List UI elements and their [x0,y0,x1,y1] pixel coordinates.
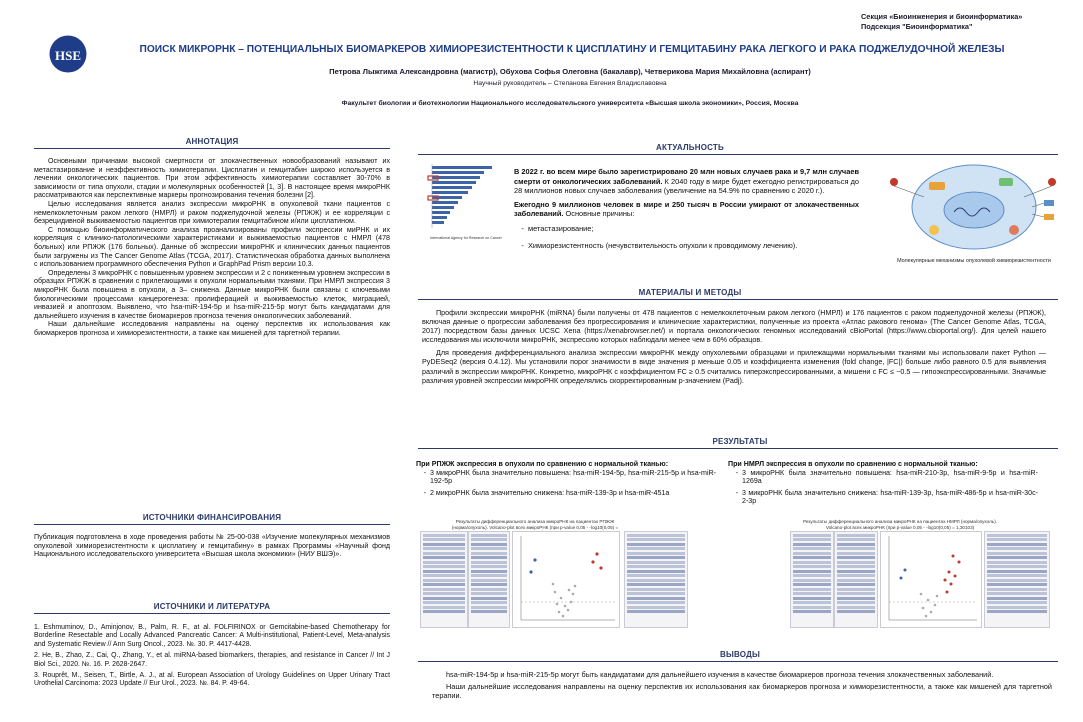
abstract-p3: С помощью биоинформатического анализа проанализированы профили экспрессии миРНК и их корреляция с клинико-патологическими характеристиками и выживаемостью пациентов с НМРЛ (478 больных) или РПЖЖ (176 больных). Данные об экспрессии микроРНК и клинических данных пациентов были загружены из The Cancer Genome Atlas (TCGA, 2017). Статистическая обработка данных выполнена с использованием программного обеспечения Python и GraphPad Prism версии 10.3. [34,225,390,269]
results-left-table-1 [420,531,468,628]
reference-2: 2. He, B., Zhao, Z., Cai, Q., Zhang, Y., et al. miRNA-based biomarkers, therapies, and resistance in Cancer // Int J Biol Sci., 2020. №. 16. P. 2628-2647. [34,652,390,668]
supervisor: Научный руководитель – Степанова Евгения Владиславовна [473,80,667,87]
results-left-intro: При РПЖЖ экспрессия в опухоли по сравнению с нормальной тканью: [416,460,669,468]
methods-body [422,308,1046,385]
chart-caption: International Agency for Research on Cancer [430,236,502,240]
abstract-body [34,157,390,337]
relevance-p2-bold: Ежегодно 9 миллионов человек в мире и 250 тысяч в России умирают от злокачественных заболеваний. [514,199,859,219]
section-label [861,12,1071,32]
funding-heading: ИСТОЧНИКИ ФИНАНСИРОВАНИЯ [142,513,282,522]
results-right-text [728,460,1038,509]
chemoresistance-mechanism-diagram [874,152,1074,270]
results-left-bullet-2: - 2 микроРНК была значительно снижена: hsa-miR-139-3p и hsa-miR-451a [430,489,716,498]
diagram-caption: Молекулярные механизмы опухолевой химиорезистентности [897,258,1051,264]
relevance-p1 [514,167,859,196]
abstract-p2: Целью исследования является анализ экспрессии микроРНК в опухолевой ткани пациентов с немелкоклеточным раком легкого (НМРЛ) и раком поджелудочной железы (РПЖЖ) и ее корреляции с безрецидивной выживаемостью пациентов при химиотерапии гемцитабином и/или цисплатином. [34,199,390,226]
results-right-intro: При НМРЛ экспрессия в опухоли по сравнению с нормальной тканью: [728,460,978,468]
affiliation: Факультет биологии и биотехнологии Национального исследовательского университета «Высшая школа экономики», Россия, Москва [341,100,799,107]
section-line-1: Секция «Биоинженерия и биоинформатика» [861,12,1023,21]
conclusions-p2: Наши дальнейшие исследования направлены на оценку перспектив их использования как биомаркеров прогноза и химиорезистентности, а также как мишеней для таргетной терапии. [432,682,1052,700]
results-left-bullets [416,469,716,498]
relevance-bullet-1: - метастазирование; [528,224,859,234]
logo-letters: HSE [54,48,82,63]
results-right-caption: Результаты дифференциального анализа микроРНК на пациентах НМРЛ (норма/опухоль). Volcano-plot всех микроРНК (при p-value 0,05 - -log10(0,05) = 1,30103) [802,519,997,530]
conclusions-heading: ВЫВОДЫ [719,650,761,659]
relevance-p1-bold: В 2022 г. во всем мире было зарегистрировано 20 млн новых случаев рака и 9,7 млн случаев смерти от онкологических заболеваний. [514,167,859,186]
relevance-bullets [514,224,859,250]
poster-title: ПОИСК МИКРОРНК – ПОТЕНЦИАЛЬНЫХ БИОМАРКЕРОВ ХИМИОРЕЗИСТЕНТНОСТИ К ЦИСПЛАТИНУ И ГЕМЦИТАБИНУ РАКА ЛЕГКОГО И РАКА ПОДЖЕЛУДОЧНОЙ ЖЕЛЕЗЫ [139,44,1005,55]
funding-body [34,533,390,559]
relevance-heading: АКТУАЛЬНОСТЬ [656,143,724,152]
results-right-bullets [728,469,1038,506]
references-heading: ИСТОЧНИКИ И ЛИТЕРАТУРА [153,602,271,611]
results-heading: РЕЗУЛЬТАТЫ [712,437,768,446]
results-left-table-2 [468,531,510,628]
relevance-p2-rest: Основные причины: [563,209,635,219]
abstract-heading: АННОТАЦИЯ [185,137,239,146]
cancer-incidence-bar-chart [426,160,506,242]
results-rule [418,448,1058,449]
funding-text: Публикация подготовлена в ходе проведения работы № 25-00-038 «Изучение молекулярных механизмов опухолевой химиорезистентности к цисплатину и гемцитабину» в рамках Программы «Научный фонд Национального исследовательского университета «Высшая школа экономики» (НИУ ВШЭ)». [34,533,390,559]
results-right-bullet-1: - 3 микроРНК была значительно повышена: hsa-miR-210-3p, hsa-miR-9-5p и hsa-miR-1269a [742,469,1038,486]
relevance-body [514,167,859,253]
authors: Петрова Лыжгима Александровна (магистр), Обухова Софья Олеговна (бакалавр), Четверикова Мария Михайловна (аспирант) [329,67,811,76]
results-right-table-3 [984,531,1050,628]
relevance-p1-rest: К 2040 году в мире будет ежегодно регистрироваться до 28 миллионов новых случаев заболевания (увеличение на 54.9% по сравнению с 2020 г.). [514,176,859,196]
methods-rule [418,299,1058,300]
abstract-p4: Определены 3 микроРНК с повышенным уровнем экспрессии и 2 с пониженным уровнем экспрессии в образцах РПЖЖ в сравнении с прилегающими к опухоли нормальными тканями. При НМРЛ экспрессия 3 микроРНК была повышена в опухоли, а 3– снижена. Данные микроРНК были связаны с ключевыми биологическими процессами канцерогенеза: пролиферацией и выживаемостью клеток, миграцией, инвазией и апоптозом. Выявлено, что hsa-miR-194-5p и hsa-miR-215-5p могут быть кандидатами для дальнейшего изучения в качестве биомаркеров прогноза течения онкологических заболеваний. [34,268,390,320]
conclusions-rule [418,661,1058,662]
results-left-bullet-1: - 3 микроРНК была значительно повышена: hsa-miR-194-5p, hsa-miR-215-5p и hsa-miR-192-5p [430,469,716,486]
references-list [34,624,390,689]
results-right-table-2 [834,531,878,628]
results-left-table-3 [624,531,688,628]
methods-heading: МАТЕРИАЛЫ И МЕТОДЫ [638,288,742,297]
reference-1: 1. Eshmuminov, D., Aminjonov, B., Palm, R. F., at al. FOLFIRINOX or Gemcitabine-based Chemotherapy for Borderline Resectable and Locally Advanced Pancreatic Cancer: A Multi-institutional, Patient-Level, Meta-analysis and Systematic Review // Ann Surg Oncol., 2023. №. 30. P. 4417-4428. [34,624,390,648]
section-line-2: Подсекция "Биоинформатика" [861,22,973,31]
funding-rule [34,524,390,525]
conclusions-p1: hsa-miR-194-5p и hsa-miR-215-5p могут быть кандидатами для дальнейшего изучения в качестве биомаркеров прогноза течения злокачественных заболеваний. [446,670,994,679]
results-right-bullet-2: - 3 микроРНК была значительно снижена: hsa-miR-139-3p, hsa-miR-486-5p и hsa-miR-30c-2-3p [742,489,1038,506]
relevance-bullet-2: - Химиорезистентность (нечувствительность опухоли к проводимому лечению). [528,241,859,251]
results-left-text [416,460,716,500]
abstract-p5: Наши дальнейшие исследования направлены на оценку перспектив их использования как биомаркеров прогноза и химиорезистентности, а также как мишеней для таргетной терапии. [34,320,390,337]
results-right-table-1 [790,531,834,628]
nsclc-volcano-plot [880,531,982,628]
abstract-p1: Основными причинами высокой смертности от злокачественных новообразований называют их метастазирование и неэффективность химиотерапии. Цисплатин и гемцитабин широко используется в лечении онкологических пациентов. При этом эффективность химиотерапии составляет 30-70% в зависимости от типа опухоли, стадии и молекулярных особенностей [1, 3]. В настоящее время микроРНК рассматриваются как перспективные маркеры прогнозирования течения болезни [2]. [34,157,390,200]
results-left-caption: Результаты дифференциального анализа микроРНК на пациентах РПЖЖ (норма/опухоль). Volcano-plot всех микроРНК (при p-value 0,05 - -log10(0,05) = 1,30103) [451,519,619,535]
abstract-rule [34,148,390,149]
references-rule [34,613,390,614]
relevance-p2 [514,200,859,219]
pdac-volcano-plot [512,531,620,628]
hse-logo [48,34,88,74]
conclusions-body [432,670,1052,700]
reference-3: 3. Rouprêt, M., Seisen, T., Birtle, A. J., at al. European Association of Urology Guidelines on Upper Urinary Tract Urothelial Carcinoma: 2023 Update // Eur Urol., 2023. №. 84. P. 49-64. [34,672,390,688]
methods-p2: Для проведения дифференциального анализа экспрессии микроРНК между опухолевыми образцами и прилежащими нормальными тканями мы использовали пакет Python — PyDESeq2 (версия 0.4.12). Мы установили порог значимости в виде значения p меньше 0.05 и коэффициента изменения (fold change, |FC|) больше либо равного 0.5 для выявления различий в экспрессии микроРНК. Конкретно, микроРНК с коэффициентом FC ≥ 0.5 считались гиперэкспрессированными, а мишени с FC ≤ −0.5 — гипоэкспрессированными. Значимые различия уровней экспрессии микроРНК определялись скорректированным p-значением (Padj). [422,348,1046,385]
methods-p1: Профили экспрессии микроРНК (miRNA) были получены от 478 пациентов с немелкоклеточным раком легкого (НМРЛ) и 176 пациентов с раком поджелудочной железы (РПЖЖ), включая данные о прогрессии заболевания без прогрессирования и клинические характеристики, полученные из проекта «Атлас ракового генома» (The Cancer Genome Atlas, TCGA, 2017) посредством базы данных UCSC Xena (https://xenabrowser.net/) и портала онкологических геномных исследований cBioPortal (https://www.cbioportal.org/). Для целей нашего исследования мы исключили микроРНК, экспрессию которых наблюдали менее чем в 60% образцов. [422,308,1046,345]
